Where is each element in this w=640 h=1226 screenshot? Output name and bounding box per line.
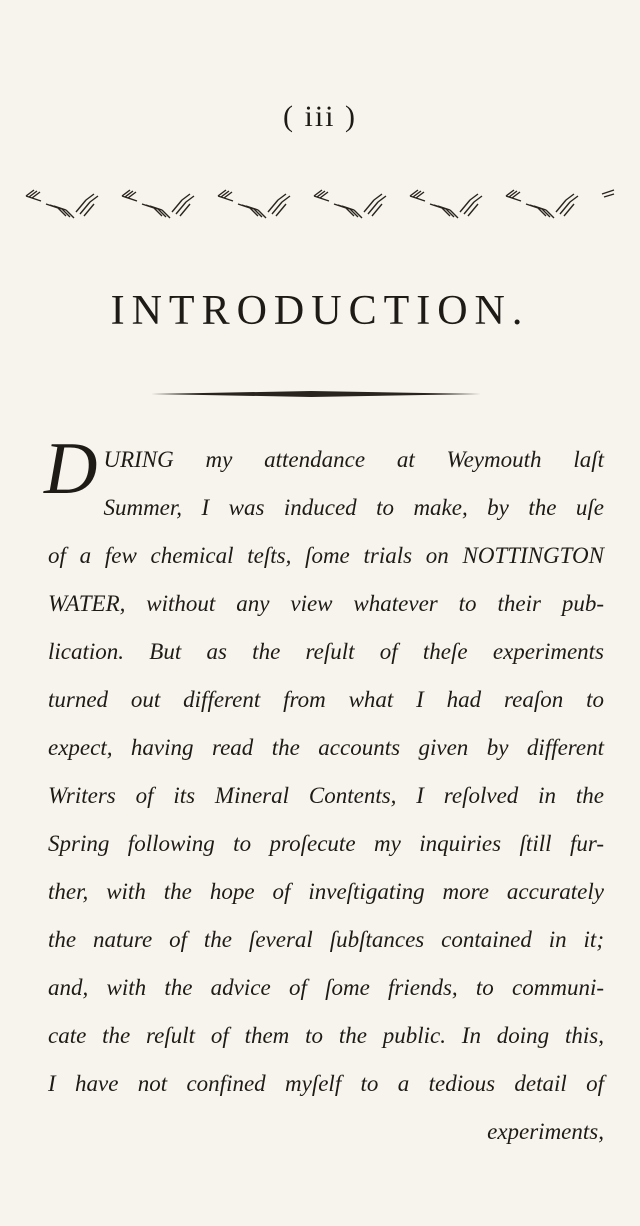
decorative-rule (151, 390, 481, 398)
text-line: I have not confined myſelf to a tedious detail of (48, 1071, 604, 1096)
text-line: turned out different from what I had reaſon to (48, 687, 604, 712)
text-line: Summer, I was induced to make, by the uſe (103, 495, 604, 520)
text-line: the nature of the ſeveral ſubſtances contained in it; (48, 927, 604, 952)
catchword: experiments, (487, 1119, 604, 1144)
page-number: ( iii ) (283, 100, 357, 133)
chapter-heading: INTRODUCTION. (110, 288, 530, 334)
text-line: cate the reſult of them to the public. In doing this, (48, 1023, 604, 1048)
text-line: and, with the advice of ſome friends, to communi- (48, 975, 604, 1000)
ornament-border (24, 188, 616, 222)
drop-cap: D (44, 428, 98, 510)
text-line: of a few chemical teſts, ſome trials on NOTTINGTON (48, 543, 604, 568)
text-line: Spring following to proſecute my inquiries ſtill fur- (48, 831, 604, 856)
text-line: lication. But as the reſult of theſe experiments (48, 639, 604, 664)
text-line: expect, having read the accounts given by different (48, 735, 604, 760)
text-line: WATER, without any view whatever to their pub- (48, 591, 604, 616)
introduction-text (44, 428, 604, 1156)
text-line: ther, with the hope of inveſtigating more accurately (48, 879, 604, 904)
text-line: Writers of its Mineral Contents, I reſolved in the (48, 783, 604, 808)
text-line: URING my attendance at Weymouth laſt (103, 447, 604, 472)
